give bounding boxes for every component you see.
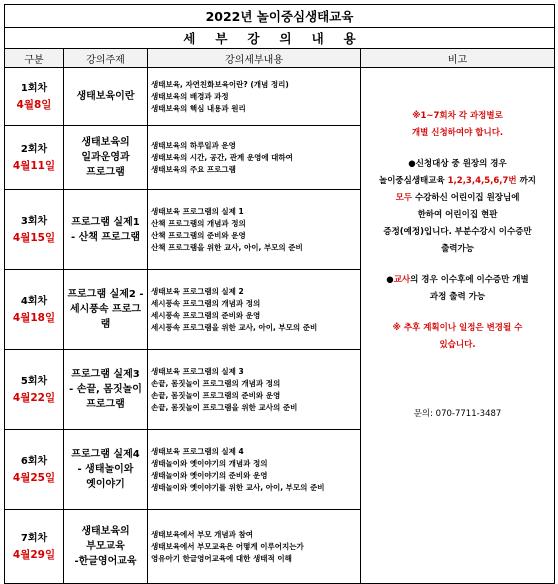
session-cell <box>5 190 64 270</box>
detail-line: 생태보육의 배경과 과정 <box>151 91 229 101</box>
table-row <box>5 68 555 126</box>
session-cell <box>5 126 64 190</box>
detail-line: 생태놀이와 옛이야기를 위한 교사, 아이, 부모의 준비 <box>151 482 325 492</box>
topic-line: 부모교육 <box>86 541 125 552</box>
page-title: 2022년 놀이중심생태교육 <box>5 5 555 28</box>
session-cell <box>5 350 64 430</box>
notes-cell <box>361 68 555 584</box>
detail-line: 손끝, 몸짓놀이 프로그램의 준비와 운영 <box>151 390 281 400</box>
detail-cell <box>148 350 361 430</box>
session-number: 3회차 <box>20 215 48 227</box>
session-number: 6회차 <box>20 455 48 467</box>
topic-line: 프로그램 <box>86 167 125 178</box>
session-date: 4월25일 <box>12 471 56 484</box>
notes-text: 놀이중심생태교육 <box>378 176 448 186</box>
notes-line <box>365 272 550 289</box>
detail-line: 산책 프로그램의 개념과 정의 <box>151 218 246 228</box>
notes-text: 의 경우 이수후에 이수증만 개별 <box>410 275 529 285</box>
topic-cell <box>64 68 148 126</box>
session-number: 7회차 <box>20 532 48 544</box>
header-topic: 강의주제 <box>64 49 148 68</box>
notes-text: ● <box>386 275 394 285</box>
topic-line: -한글영어교육 <box>74 556 137 567</box>
detail-line: 생태보육 프로그램의 실제 3 <box>151 366 244 376</box>
notes-highlight: 모두 <box>395 193 413 203</box>
detail-line: 생태보육의 하루일과 운영 <box>151 140 236 150</box>
detail-cell <box>148 68 361 126</box>
detail-line: 생태보육에서 부모교육은 어떻게 이루어지는가 <box>151 541 304 551</box>
topic-cell <box>64 350 148 430</box>
detail-line: 생태보육, 자연친화보육이란? (개념 정리) <box>151 79 289 89</box>
session-date: 4월22일 <box>12 391 56 404</box>
detail-line: 생태놀이와 옛이야기의 준비와 운영 <box>151 470 268 480</box>
detail-line: 생태보육의 핵심 내용과 원리 <box>151 103 246 113</box>
notes-line: 증정(예정)입니다. 부분수강시 이수증만 <box>383 227 532 237</box>
topic-line: 옛이야기 <box>86 479 125 490</box>
detail-cell <box>148 126 361 190</box>
topic-line: 일과운영과 <box>81 152 130 163</box>
detail-cell <box>148 270 361 350</box>
detail-line: 세시풍속 프로그램의 개념과 정의 <box>151 298 261 308</box>
detail-cell <box>148 510 361 584</box>
topic-cell <box>64 430 148 510</box>
detail-line: 생태보육 프로그램의 실제 4 <box>151 446 244 456</box>
session-date: 4월8일 <box>16 98 52 111</box>
topic-line: 프로그램 실제4 <box>71 449 140 460</box>
session-cell <box>5 510 64 584</box>
notes-line: 출력가능 <box>441 244 474 254</box>
detail-cell <box>148 430 361 510</box>
topic-cell <box>64 126 148 190</box>
detail-line: 손끝, 몸짓놀이 프로그램을 위한 교사의 준비 <box>151 402 298 412</box>
detail-line: 영유아기 한글영어교육에 대한 생태적 이해 <box>151 553 292 563</box>
session-date: 4월11일 <box>12 159 56 172</box>
notes-line: 개별 신청하여야 합니다. <box>411 128 504 138</box>
topic-line: 생태보육의 <box>81 526 130 537</box>
detail-line: 생태보육에서 부모 개념과 참여 <box>151 529 254 539</box>
topic-line: - 생태놀이와 <box>77 464 134 475</box>
detail-line: 생태보육의 주요 프로그램 <box>151 164 236 174</box>
notes-line <box>365 173 550 190</box>
topic-line: 생태보육이란 <box>76 91 135 102</box>
detail-line: 산책 프로그램의 준비와 운영 <box>151 230 246 240</box>
notes-text: 수강하신 어린이집 원장님에 <box>412 193 520 203</box>
notes-line: ※ 추후 계획이나 일정은 변경될 수 <box>392 323 523 333</box>
notes-highlight: 1,2,3,4,5,6,7번 <box>447 176 517 186</box>
topic-line: 생태보육의 <box>81 137 130 148</box>
topic-line: 프로그램 실제1 <box>71 216 140 228</box>
detail-line: 생태보육 프로그램의 실제 1 <box>151 206 244 216</box>
session-cell <box>5 430 64 510</box>
topic-line: - 손끝, 몸짓놀이 <box>69 384 142 395</box>
session-cell <box>5 68 64 126</box>
detail-line: 생태보육 프로그램의 실제 2 <box>151 286 244 296</box>
session-number: 5회차 <box>20 375 48 387</box>
topic-line: - 산책 프로그램 <box>70 231 141 243</box>
topic-cell <box>64 270 148 350</box>
detail-line: 생태놀이와 옛이야기의 개념과 정의 <box>151 458 268 468</box>
schedule-table <box>4 4 555 584</box>
notes-line <box>365 190 550 207</box>
topic-line: 프로그램 <box>86 399 125 410</box>
page-subtitle: 세부강의내용 <box>5 28 555 49</box>
topic-cell <box>64 190 148 270</box>
detail-line: 손끝, 몸짓놀이 프로그램의 개념과 정의 <box>151 378 281 388</box>
session-date: 4월18일 <box>12 311 56 324</box>
notes-line: 한하여 어린이집 현판 <box>417 210 498 220</box>
notes-line: ※1~7회차 각 과정별로 <box>412 111 503 121</box>
topic-cell <box>64 510 148 584</box>
notes-line: 있습니다. <box>439 340 476 350</box>
detail-line: 세시풍속 프로그램의 준비와 운영 <box>151 310 261 320</box>
contact-text: 문의: 070-7711-3487 <box>413 409 502 419</box>
notes-highlight: 교사 <box>393 275 411 285</box>
session-number: 1회차 <box>20 82 48 94</box>
session-number: 2회차 <box>20 143 48 155</box>
header-notes: 비고 <box>361 49 555 68</box>
header-row <box>5 49 555 68</box>
topic-line: 프로그램 실제2 - <box>67 289 144 300</box>
notes-line: 과정 출력 가능 <box>429 292 486 302</box>
session-date: 4월29일 <box>12 548 56 561</box>
detail-line: 산책 프로그램을 위한 교사, 아이, 부모의 준비 <box>151 242 303 252</box>
session-date: 4월15일 <box>12 231 56 244</box>
detail-cell <box>148 190 361 270</box>
topic-line: 프로그램 실제3 <box>71 369 140 380</box>
notes-text: 까지 <box>516 176 537 186</box>
session-number: 4회차 <box>20 295 48 307</box>
notes-line: ●신청대상 중 원장의 경우 <box>408 159 507 169</box>
detail-line: 생태보육의 시간, 공간, 관계 운영에 대하여 <box>151 152 293 162</box>
session-cell <box>5 270 64 350</box>
topic-line: 세시풍속 프로그램 <box>69 304 142 330</box>
detail-line: 세시풍속 프로그램을 위한 교사, 아이, 부모의 준비 <box>151 322 318 332</box>
header-category: 구분 <box>5 49 64 68</box>
header-details: 강의세부내용 <box>148 49 361 68</box>
